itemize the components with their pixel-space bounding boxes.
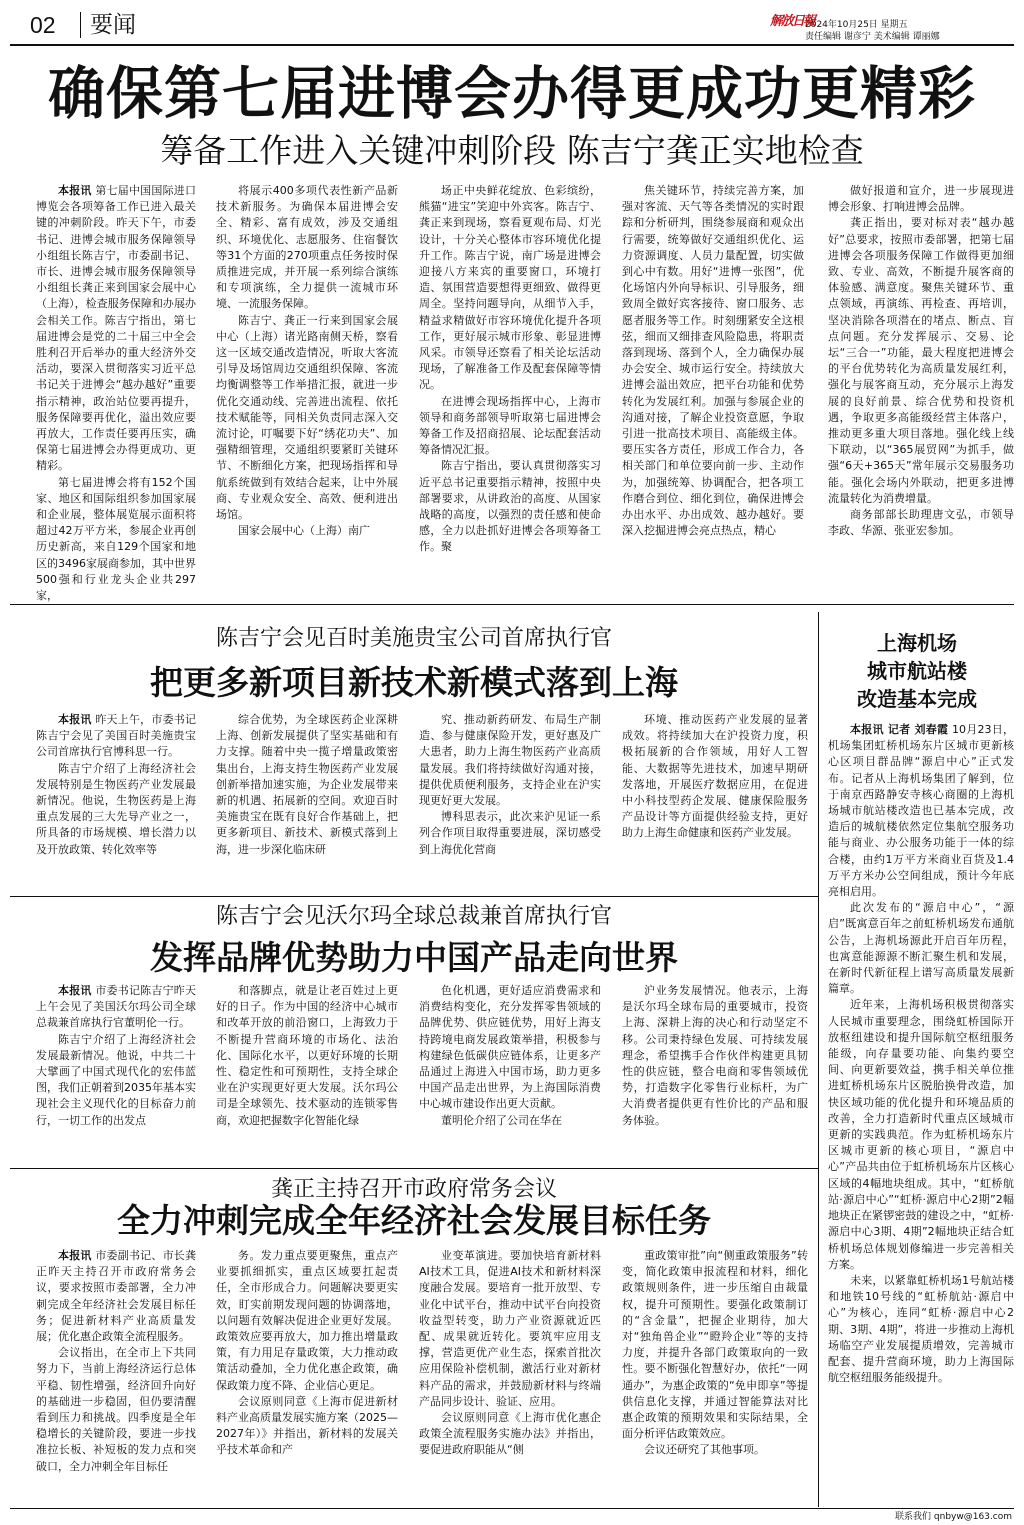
story3-kicker: 陈吉宁会见沃尔玛全球总裁兼首席执行官: [215, 904, 612, 929]
story4-col2-p2: 会议原则同意《上海市促进新材料产业高质量发展实施方案（2025—2027年）》并指出，新材料的发展关乎技术革命和产: [216, 1394, 398, 1457]
footer-contact[interactable]: 联系我们 qnbyw@163.com: [895, 1512, 1012, 1522]
lead-headline: 确保第七届进博会办得更成功更精彩: [48, 61, 976, 127]
footer-rule: [10, 1508, 1014, 1509]
lead-col4-p1: 焦关键环节，持续完善方案，加强对客流、天气等各类情况的实时跟踪和分析研判，围绕参展商和观众出行需要，统筹做好交通组织优化、运力资源调度、人员力量配置，切实做到心中有数。用好“进博一张图”，优化场馆内外向导标识、引导服务，细致周全做好宾客接待、窗口服务、志愿者服务等工作。时刻绷紧安全这根弦，细而又细排查风险隐患，将职责落到现场、落到个人，全力确保办展办会安全、城市运行安全。持续放大进博会溢出效应，把平台功能和优势转化为发展红利。加强与参展企业的沟通对接，了解企业投资意愿，争取引进一批高技术项目、高能级主体。要压实各方责任，形成工作合力，各相关部门和单位要向前一步、主动作为，加强统筹、协调配合，把各项工作磨合到位、细化到位，确保进博会办出水平、办出成效、越办越好。要深入挖掘进博会亮点热点，精心: [622, 184, 804, 538]
story4-col3-p2: 会议原则同意《上海市优化惠企政策全流程服务实施办法》并指出，要促进政府职能从“侧: [419, 1411, 601, 1457]
lead-col1-p2: 第七届进博会将有152个国家、地区和国际组织参加国家展和企业展，整体展览展示面积将超过42万平方米，参展企业再创历史新高，来自129个国家和地区的3496家展商参加，其中世界500强和行业龙头企业共297家，: [36, 475, 196, 603]
sidebar-p3: 近年来，上海机场积极贯彻落实人民城市重要理念，围绕虹桥国际开放枢纽建设和提升国际航空枢纽服务能级，向存量要功能、向集约要空间、向更新要效益，携手相关单位推进虹桥机场东片区脱胎换骨改造，加快区域功能的优化提升和环境品质的改善，全力打造新时代重点区域城市更新的实践典范。作为虹桥机场东片区城市更新的核心项目，“源启中心”产品共由位于虹桥机场东片区核心区域的4幅地块组成。其中，“虹桥航站·源启中心”“虹桥·源启中心2期”2幅地块正在紧锣密鼓的建设之中，“虹桥·源启中心3期、4期”2幅地块正结合虹桥机场总体规划修编进一步完善相关方案。: [828, 998, 1014, 1271]
story3-col3-p2: 董明伦介绍了公司在华在: [441, 1113, 562, 1127]
story2-byline: 本报讯: [58, 713, 92, 726]
story2-col2-p1: 综合优势，为全球医药企业深耕上海、创新发展提供了坚实基础和有力支撑。随着中央一揽子增量政策密集出台，上海支持生物医药产业发展创新举措加速实施，为企业发展带来新的机遇、拓展新的空间。欢迎百时美施贵宝在既有良好合作基础上，把更多新项目、新技术、新模式落到上海，进一步深化临床研: [216, 713, 398, 856]
story2-col1-p2: 陈吉宁介绍了上海经济社会发展特别是生物医药产业发展最新情况。他说，生物医药是上海重点发展的三大先导产业之一，所具备的市场规模、增长潜力以及开放政策、转化效率等: [36, 761, 196, 856]
story4-col2-p1: 务。发力重点要更聚焦，重点产业要抓细抓实，重点区域要扛起责任，全市形成合力。问题解决要更实效，盯实前期发现问题的协调落地，以问题有效解决促进企业更好发展。政策效应要再放大，加力推出增量政策，有力用足存量政策，大力推动政策活动叠加，全力优化惠企政策，确保政策力度不降、企业信心更足。: [216, 1249, 398, 1392]
issue-date: 2024年10月25日 星期五: [805, 20, 908, 30]
story2-col-4: [622, 712, 808, 892]
story2-kicker: 陈吉宁会见百时美施贵宝公司首席执行官: [215, 626, 612, 651]
sidebar-p2: 此次发布的“源启中心”，“源启”既寓意百年之前虹桥机场发布通航公告，上海机场源此开启百年历程，也寓意能源源不断汇聚生机和发展，在新时代新征程上谱写高质量发展新篇章。: [828, 901, 1014, 996]
lead-col2-p3: 国家会展中心（上海）南广: [238, 524, 370, 538]
story2-col1-p1: 昨天上午，市委书记陈吉宁会见了美国百时美施贵宝公司首席执行官博科思一行。: [36, 713, 197, 759]
story2-col-1: [36, 712, 196, 892]
lead-byline: 本报讯: [58, 184, 92, 197]
story3-col4-p1: 沪业务发展情况。他表示，上海是沃尔玛全球布局的重要城市，投资上海、深耕上海的决心和行动坚定不移。公司秉持绿色发展、可持续发展理念，希望携手合作伙伴构建更具韧性的供应链，整合电商和零售领域优势，打造数字化零售行业标杆，为广大消费者提供更有性价比的产品和服务体验。: [622, 984, 808, 1127]
lead-subhead: 筹备工作进入关键冲刺阶段 陈吉宁龚正实地检查: [160, 131, 864, 170]
sidebar-p4: 未来，以紧靠虹桥机场1号航站楼和地铁10号线的“虹桥航站·源启中心”为核心，连同“虹桥·源启中心2期、3期、4期”，将进一步推动上海机场临空产业发展提质增效，完善城市配套、提升营商环境，助力上海国际航空枢纽服务能级提升。: [828, 1273, 1014, 1385]
sidebar-body: [828, 722, 1014, 1506]
story4-col4-p1: 重政策审批”向“侧重政策服务”转变，简化政策申报流程和材料，细化政策规则条件，进一步压缩自由裁量权，提升可预期性。要强化政策制订的“含金量”，把握企业期待，加大对“独角兽企业”“瞪羚企业”等的支持力度，并提升各部门政策取向的一致性。要不断强化智慧好办，依托“一网通办”，为惠企政策的“免申即享”等提供信息化支撑，并通过智能算法对比惠企政策的预期效果和实际结果，全面分析评估政策效应。: [622, 1249, 808, 1441]
lead-col5-p1: 做好报道和宣介，进一步展现进博会形象、打响进博会品牌。: [828, 184, 1014, 214]
sidebar-headline-line-2: 城市航站楼: [867, 659, 967, 683]
story3-bottom-rule: [10, 1168, 818, 1169]
header-divider: [80, 12, 81, 38]
story3-col-3: [419, 983, 601, 1165]
story4-col-4: [622, 1248, 808, 1504]
lead-col-4: [622, 183, 804, 595]
story4-col1-p2: 会议指出，在全市上下共同努力下，当前上海经济运行总体平稳、韧性增强，经济回升向好的基础进一步稳固，但仍要清醒看到压力和挑战。四季度是全年稳增长的关键阶段，要进一步找准拉长板、补短板的发力点和突破口，全力冲刺全年目标任: [36, 1346, 196, 1473]
page-number: 02: [30, 12, 56, 38]
story3-col-4: [622, 983, 808, 1165]
lead-col3-p3: 陈吉宁指出，要认真贯彻落实习近平总书记重要指示精神，按照中央部署要求，从讲政治的高度、从国家战略的高度，以强烈的责任感和使命感，全力以赴抓好进博会各项筹备工作。聚: [419, 459, 601, 554]
section-name: 要闻: [90, 12, 136, 38]
lead-col2-p2: 陈吉宁、龚正一行来到国家会展中心（上海）诸光路南侧天桥，察看这一区域交通改造情况，听取大客流引导及场馆周边交通组织保障、客流均衡调整等工作举措汇报，就进一步优化交通动线、完善进出流程、依托技术赋能等，同相关负责同志深入交流讨论，叮嘱要下好“绣花功夫”、加强精细管理，交通组织要紧盯关键环节、不断细化方案，把现场指挥和导航系统做到有效结合起来，让中外展商、专业观众安全、高效、便利进出场馆。: [216, 313, 398, 522]
sidebar-headline-line-1: 上海机场: [877, 631, 957, 655]
lead-col-3: [419, 183, 601, 595]
story4-col-1: [36, 1248, 196, 1504]
story2-bottom-rule: [10, 896, 818, 897]
lead-col-1: [36, 183, 197, 603]
story4-col1-p1: 市委副书记、市长龚正昨天主持召开市政府常务会议，要求按照市委部署，全力冲刺完成全年经济社会发展目标任务；促进新材料产业高质量发展；优化惠企政策全流程服务。: [36, 1249, 197, 1344]
story2-col3-p2: 博科思表示，此次来沪见证一系列合作项目取得重要进展，深切感受到上海优化营商: [419, 810, 601, 856]
editor-credits: 责任编辑 谢彦宁 美术编辑 谭丽娜: [805, 32, 940, 42]
lead-col5-p2: 龚正指出，要对标对表“越办越好”总要求，按照市委部署，把第七届进博会各项服务保障工作做得更加细致、专业、高效，不断提升展客商的体验感、满意度。聚焦关键环节、重点领域，再演练、再检查、再培训，坚决消除各项潜在的堵点、断点、盲点问题。充分发挥展示、交易、论坛“三合一”功能，最大程度把进博会的平台优势转化为高质量发展红利，强化与展客商互动，充分展示上海发展的良好前景、综合优势和投资机遇，争取更多高能级经营主体落户，推动更多重大项目落地。强化线上线下联动，以“365展贸网”为抓手，做强“6天+365天”常年展示交易服务功能。强化会场内外联动，把更多进博流量转化为消费增量。: [828, 216, 1014, 505]
lead-col5-p3: 商务部部长助理唐文弘，市领导李政、华源、张亚宏参加。: [828, 508, 1014, 538]
lead-col3-p1: 场正中央鲜花绽放、色彩缤纷，熊猫“进宝”笑迎中外宾客。陈吉宁、龚正来到现场，察看夏观布局、灯光设计，十分关心整体市容环境优化提升工作。陈吉宁说，南广场是进博会迎接八方来宾的重要窗口，环境打造、氛围营造要想得更细致、做得更周全。坚持问题导向，从细节入手，精益求精做好市容环境优化提升各项工作，更好展示城市形象、彰显进博风采。市领导还察看了相关论坛活动现场，了解准备工作及配套保障等情况。: [419, 184, 601, 392]
story2-col-3: [419, 712, 601, 892]
newspaper-logo: 解放日報: [770, 14, 815, 29]
story3-col2-p1: 和落脚点，就是让老百姓过上更好的日子。作为中国的经济中心城市和改革开放的前沿窗口，上海致力于不断提升营商环境的市场化、法治化、国际化水平，以更好环境的长期性、稳定性和可预期性，支持全球企业在沪实现更好更大发展。沃尔玛公司是全球领先、技术驱动的连锁零售商，欢迎把握数字化智能化绿: [216, 984, 398, 1127]
lead-col-5: [828, 183, 1014, 595]
header-rule: [10, 44, 1014, 46]
story4-col3-p1: 业变革演进。要加快培育新材料AI技术工具，促进AI技术和新材料深度融合发展。要培育一批开放型、专业化中试平台，推动中试平台向投资收益型转变，助力产业资源就近匹配、成果就近转化。要筑牢应用支撑，营造更优产业生态，探索首批次应用保险补偿机制，激活行业对新材料产品的需求，并鼓励新材料与终端产品同步设计、验证、应用。: [419, 1249, 601, 1408]
story4-kicker: 龚正主持召开市政府常务会议: [270, 1177, 557, 1202]
story3-headline: 发挥品牌优势助力中国产品走向世界: [150, 938, 678, 977]
story2-col3-p1: 究、推动新药研发、布局生产制造、参与健康保险开发，更好惠及广大患者，助力上海生物医药产业高质量发展。我们将持续做好沟通对接，提供优质便利服务，支持企业在沪实现更好更大发展。: [419, 713, 601, 808]
lead-col1-p1: 第七届中国国际进口博览会各项筹备工作已进入最关键的冲刺阶段。昨天下午，市委书记、进博会城市服务保障领导小组组长陈吉宁，市委副书记、市长、进博会城市服务保障领导小组组长龚正来到国家会展中心（上海），检查服务保障和办展办会相关工作。陈吉宁指出，第七届进博会是党的二十届三中全会胜利召开后举办的重大经济外交活动，要深入贯彻落实习近平总书记关于进博会“越办越好”重要指示精神，政治站位要再提升，服务保障要再优化，溢出效应要再放大，工作责任要再压实，确保第七届进博会办得更成功、更精彩。: [36, 184, 197, 473]
story3-byline: 本报讯: [58, 984, 92, 997]
story3-col1-p1: 市委书记陈吉宁昨天上午会见了美国沃尔玛公司全球总裁兼首席执行官董明伦一行。: [36, 984, 197, 1030]
story4-headline: 全力冲刺完成全年经济社会发展目标任务: [117, 1201, 711, 1240]
story3-col3-p1: 色化机遇，更好适应消费需求和消费结构变化，充分发挥零售领域的品牌优势、供应链优势，用好上海支持跨境电商发展政策举措，积极参与构建绿色低碳供应链体系，让更多产品通过上海进入中国市场，助力更多中国产品走出世界，为上海国际消费中心城市建设作出更大贡献。: [419, 984, 601, 1111]
page-header: [0, 0, 1024, 46]
story2-headline: 把更多新项目新技术新模式落到上海: [150, 663, 678, 702]
sidebar-byline: 本报讯 记者 刘春霞: [850, 723, 949, 736]
story3-col-1: [36, 983, 196, 1165]
story3-col1-p2: 陈吉宁介绍了上海经济社会发展最新情况。他说，中共二十大擘画了中国式现代化的宏伟蓝图，我们正朝着到2035年基本实现社会主义现代化的目标奋力前行，一切工作的出发点: [36, 1032, 196, 1127]
lead-col2-p1: 将展示400多项代表性新产品新技术新服务。为确保本届进博会安全、精彩、富有成效，涉及交通组织、环境优化、志愿服务、住宿餐饮等31个方面的270项重点任务按时保质推进完成，并开展一系列综合演练和专项演练，全力提供一流城市环境、一流服务保障。: [216, 184, 398, 311]
story4-col-3: [419, 1248, 601, 1504]
story4-col4-p2: 会议还研究了其他事项。: [644, 1443, 765, 1457]
sidebar-p1: 10月23日，机场集团虹桥机场东片区城市更新核心区项目群品牌“源启中心”正式发布。记者从上海机场集团了解到，位于南京西路静安寺核心商圈的上海机场城市航站楼改造也已基本完成，改造后的城航楼依然定位集航空服务功能与商业、办公服务功能于一体的综合楼，由约1万平方米商业百货及1.4万平方米办公空间组成，预计今年底亮相启用。: [828, 723, 1014, 899]
lead-col3-p2: 在进博会现场指挥中心，上海市领导和商务部领导听取第七届进博会筹备工作及招商招展、论坛配套活动筹备情况汇报。: [419, 394, 601, 457]
lead-bottom-rule: [10, 604, 1014, 605]
sidebar-headline-line-3: 改造基本完成: [857, 687, 977, 711]
story2-col4-p1: 环境、推动医药产业发展的显著成效。将持续加大在沪投资力度，积极拓展新的合作领域，用好人工智能、大数据等先进技术，加速早期研发落地，开展医疗数据应用，在促进中小科技型药企发展、健康保险服务产品设计等方面提供经验支持，更好助力上海生命健康和医药产业发展。: [622, 713, 808, 840]
story4-byline: 本报讯: [58, 1249, 92, 1262]
story2-col-2: [216, 712, 398, 892]
story3-col-2: [216, 983, 398, 1165]
lead-col-2: [216, 183, 398, 595]
story4-col-2: [216, 1248, 398, 1504]
sidebar-divider: [818, 612, 819, 1507]
